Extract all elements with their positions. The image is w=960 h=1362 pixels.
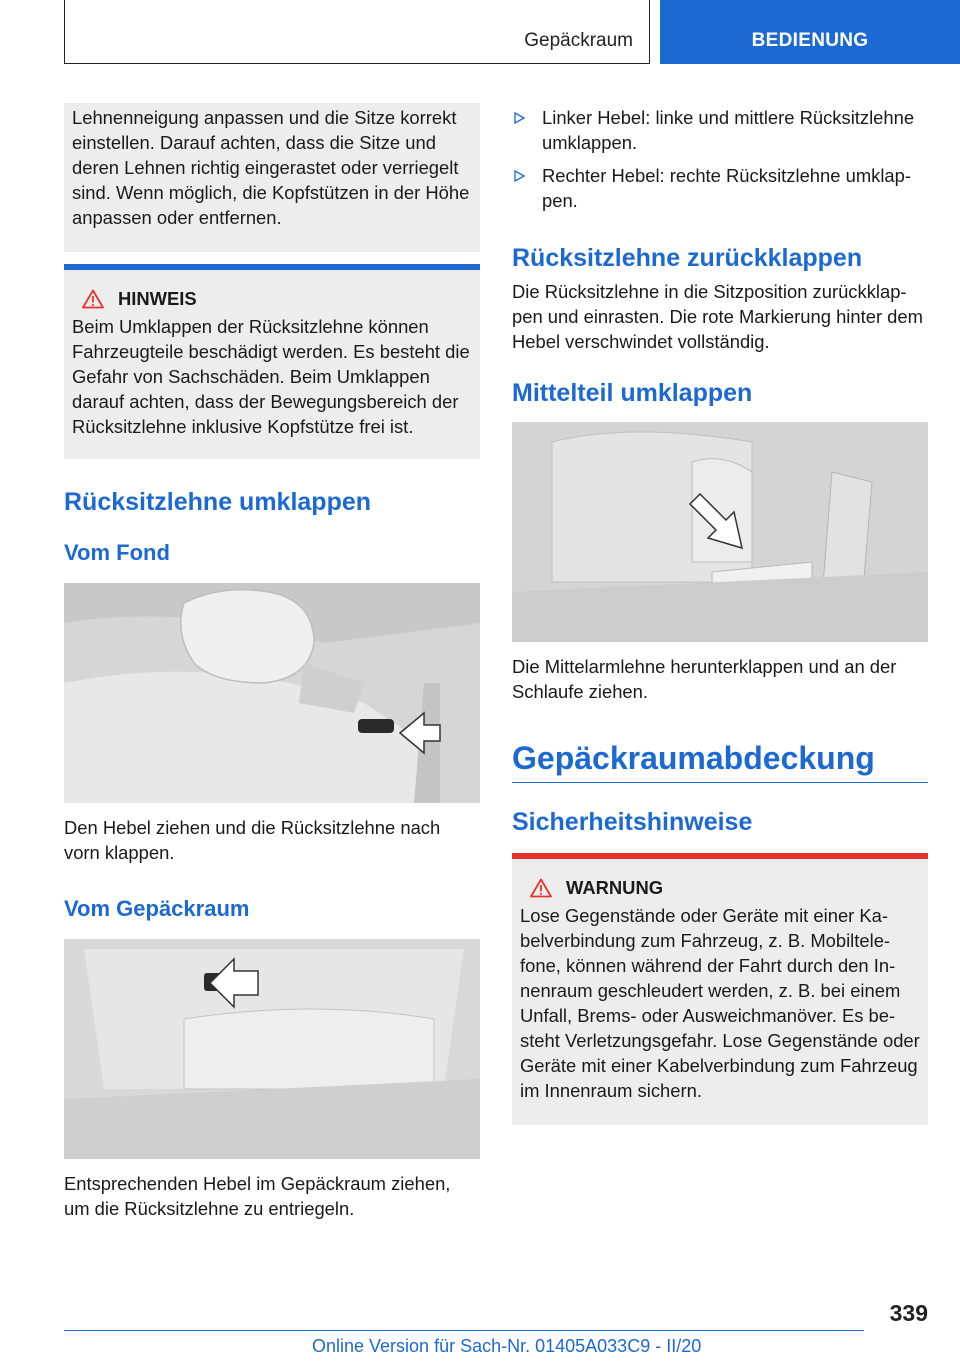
subheading-from-cargo: Vom Gepäckraum (64, 896, 250, 921)
list-triangle-icon (514, 170, 525, 182)
header-section-title: Gepäckraum (524, 30, 633, 51)
notice-title: HINWEIS (118, 288, 197, 309)
warning-title: WARNUNG (566, 877, 664, 898)
list-item (512, 105, 928, 155)
figure-cargo-lever (64, 939, 480, 1159)
subheading-from-rear: Vom Fond (64, 540, 170, 565)
list-item (512, 163, 928, 213)
heading-cargo-cover: Gepäckraumabdeckung (512, 738, 928, 783)
intro-box (64, 103, 480, 252)
warning-header (520, 877, 920, 899)
lever-right-text: Rechter Hebel: rechte Rücksitzlehne umklap-pen. (542, 165, 911, 211)
warning-triangle-icon (82, 289, 104, 309)
subheading-safety-notes: Sicherheitshinweise (512, 808, 753, 836)
page-number: 339 (889, 1300, 928, 1326)
figure-rear-seat-lever (64, 583, 480, 803)
figure-middle-armrest (512, 422, 928, 642)
armrest-illustration (512, 422, 928, 642)
footer-divider (64, 1330, 864, 1331)
left-column (64, 103, 480, 1221)
lever-list (512, 105, 928, 213)
heading-fold-backrest: Rücksitzlehne umklappen (64, 488, 372, 516)
rear-seat-illustration (64, 583, 480, 803)
warning-box (512, 853, 928, 1125)
heading-middle-section: Mittelteil umklappen (512, 379, 753, 407)
text-middle-section: Die Mittelarmlehne herunterklappen und an der Schlaufe ziehen. (512, 656, 897, 702)
footer-online-version: Online Version für Sach-Nr. 01405A033C9 - II/20 (312, 1336, 702, 1356)
warning-triangle-icon (530, 878, 552, 898)
notice-header (72, 288, 472, 310)
notice-text: Beim Umklappen der Rücksitzlehne können Fahrzeugteile beschädigt werden. Es besteht die Gefahr von Sachschäden. Beim Umklappen darauf achten, dass der Bewegungsbereich der Rücksitzlehne inklusive Kopfstütze frei ist. (72, 316, 470, 437)
notice-box (64, 264, 480, 459)
warning-text: Lose Gegenstände oder Geräte mit einer Ka-belverbindung zum Fahrzeug, z. B. Mobiltele-fone, können während der Fahrt durch den In-nenraum geschleudert werden, z. B. bei einem Unfall, Brems- oder Ausweichmanöver. Es be-steht Verletzungsgefahr. Lose Gegenstände oder Geräte mit einer Kabelverbindung zum Fahrzeug im Innenraum sichern. (520, 905, 920, 1101)
heading-fold-back: Rücksitzlehne zurückklappen (512, 244, 863, 272)
header-chapter-tab (660, 0, 960, 64)
header-chapter-title: BEDIENUNG (751, 30, 869, 51)
list-triangle-icon (514, 112, 525, 124)
text-fold-back: Die Rücksitzlehne in die Sitzposition zurückklap-pen und einrasten. Die rote Markierung hinter dem Hebel verschwindet vollständig. (512, 281, 923, 352)
text-from-cargo: Entsprechenden Hebel im Gepäckraum ziehen, um die Rücksitzlehne zu entriegeln. (64, 1173, 451, 1219)
cargo-area-illustration (64, 939, 480, 1159)
intro-box-text: Lehnenneigung anpassen und die Sitze korrekt einstellen. Darauf achten, dass die Sitze und deren Lehnen richtig eingerastet oder verriegelt sind. Wenn möglich, die Kopfstützen in der Höhe anpassen oder entfernen. (72, 107, 470, 228)
text-from-rear: Den Hebel ziehen und die Rücksitzlehne nach vorn klappen. (64, 817, 441, 863)
right-column (512, 103, 928, 1125)
header-section-tab (64, 0, 650, 64)
lever-left-text: Linker Hebel: linke und mittlere Rücksitzlehne umklappen. (542, 107, 915, 153)
